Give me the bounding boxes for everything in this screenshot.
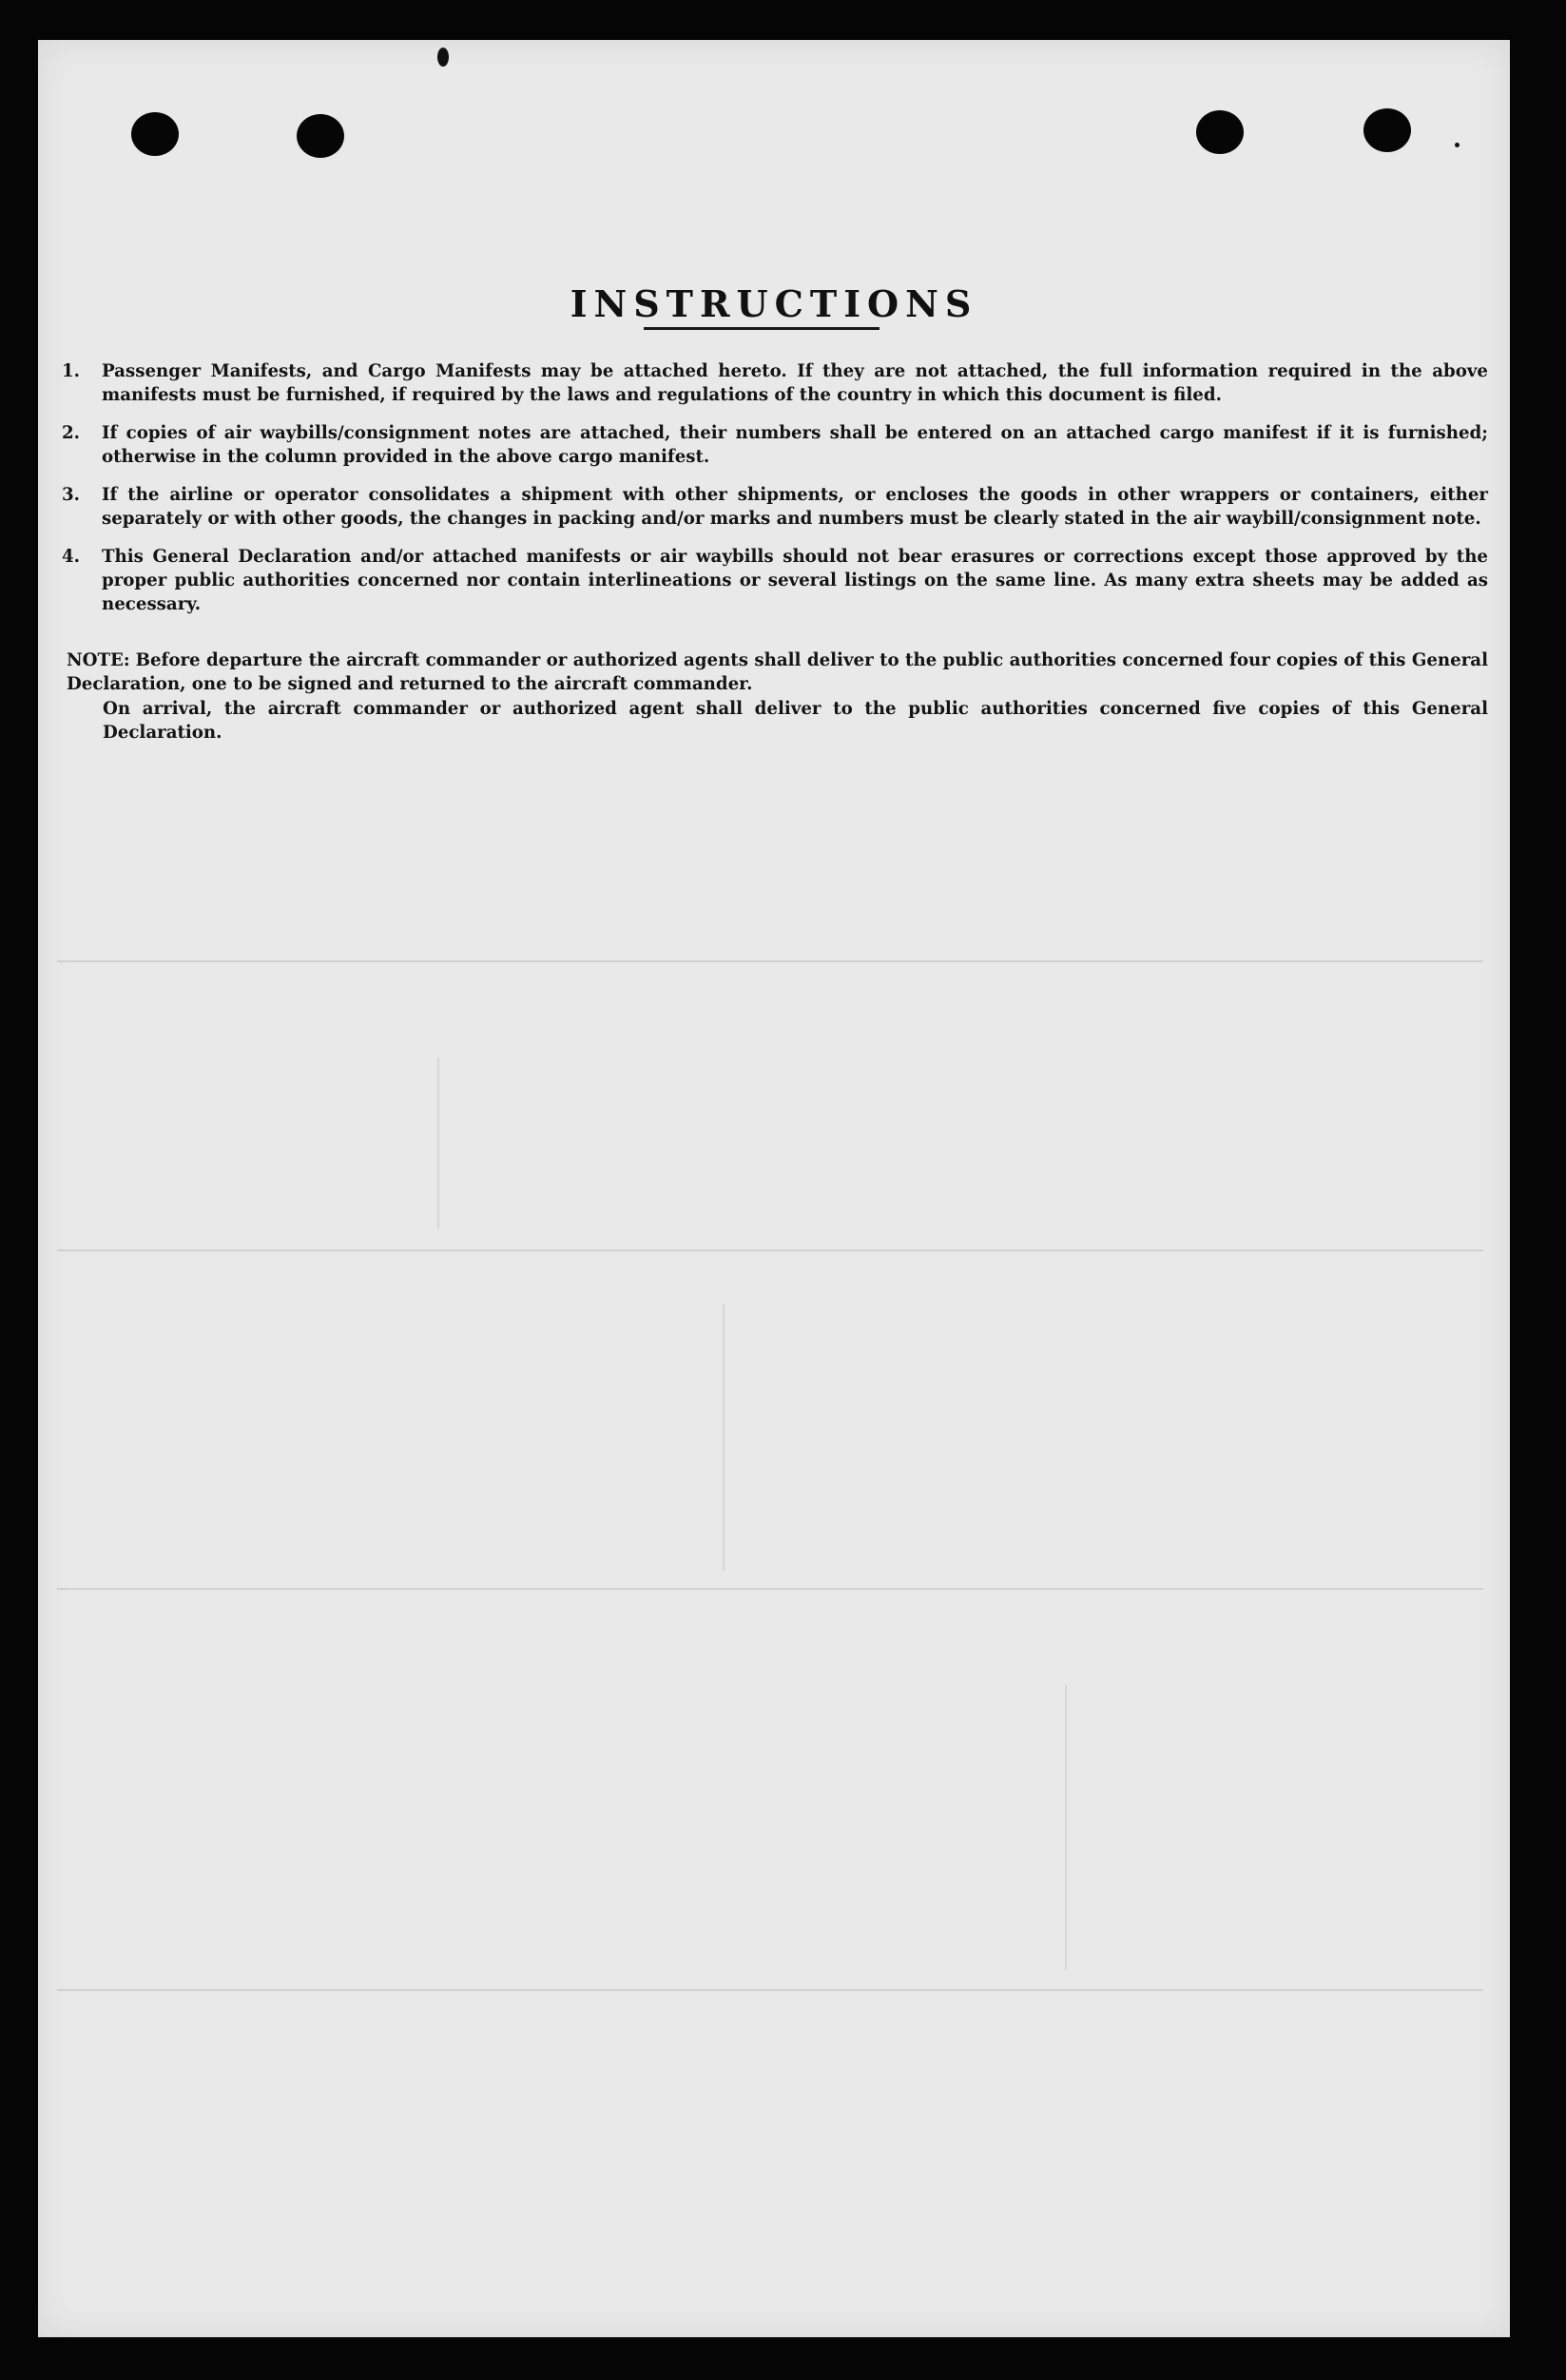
punch-hole-left-2 (297, 114, 344, 158)
instruction-number: 4. (62, 547, 80, 567)
instruction-item (62, 359, 1488, 407)
instructions-title: INSTRUCTIONS (570, 282, 978, 326)
punch-hole-left-1 (131, 112, 179, 156)
instructions-list (62, 359, 1488, 630)
instruction-number: 1. (62, 361, 80, 381)
punch-hole-right-1 (1196, 110, 1244, 154)
speck (437, 48, 449, 67)
instruction-item (62, 421, 1488, 469)
note-text-arrival: On arrival, the aircraft commander or authorized agent shall deliver to the public authorities concerned five copies of this General Declaration. (103, 699, 1488, 743)
instruction-text: This General Declaration and/or attached manifests or air waybills should not bear erasures or corrections except those approved by the proper public authorities concerned nor contain interlineations or several listings on the same line. As many extra sheets may be added as necessary. (102, 547, 1488, 614)
note-paragraph (67, 648, 1488, 696)
note-label: NOTE: (67, 650, 130, 670)
document-page (38, 40, 1510, 2337)
instruction-item (62, 483, 1488, 531)
instruction-item (62, 545, 1488, 616)
note-section (67, 648, 1488, 745)
note-text-departure: Before departure the aircraft commander or authorized agents shall deliver to the public authorities concerned four copies of this General Declaration, one to be signed and returned to the aircraft commander. (67, 650, 1488, 694)
instruction-number: 2. (62, 423, 80, 443)
instruction-text: If copies of air waybills/consignment notes are attached, their numbers shall be entered on an attached cargo manifest if it is furnished; otherwise in the column provided in the above cargo manifest. (102, 423, 1488, 467)
title-underline (644, 327, 880, 330)
punch-hole-right-2 (1363, 108, 1411, 152)
instruction-text: Passenger Manifests, and Cargo Manifests may be attached hereto. If they are not attached, the full information required in the above manifests must be furnished, if required by the laws and regulations of the country in which this document is filed. (102, 361, 1488, 405)
speck (1455, 143, 1460, 147)
instruction-number: 3. (62, 485, 80, 505)
instruction-text: If the airline or operator consolidates a shipment with other shipments, or encloses the goods in other wrappers or containers, either separately or with other goods, the changes in packing and/or marks and numbers must be clearly stated in the air waybill/consignment note. (102, 485, 1488, 529)
